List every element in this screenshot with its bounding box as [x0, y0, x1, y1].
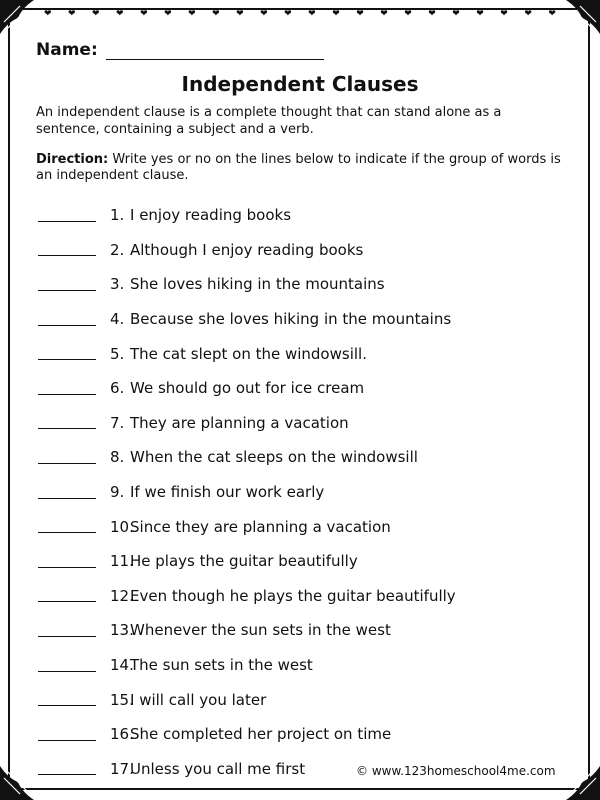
- item-text: Even though he plays the guitar beautifully: [130, 586, 456, 605]
- item-number: 8.: [110, 448, 125, 467]
- name-input-line[interactable]: [106, 45, 324, 60]
- item-text: We should go out for ice cream: [130, 379, 365, 398]
- heart-icon: ❤: [236, 9, 244, 19]
- answer-blank[interactable]: [38, 325, 96, 326]
- item-number: 2.: [110, 240, 125, 259]
- item-number: 3.: [110, 275, 125, 294]
- item-text: Unless you call me first: [130, 759, 306, 778]
- question-item: [38, 371, 558, 406]
- answer-blank[interactable]: [38, 705, 96, 706]
- item-text: If we finish our work early: [130, 483, 325, 502]
- question-item: [38, 509, 558, 544]
- answer-blank[interactable]: [38, 463, 96, 464]
- question-item: [38, 544, 558, 579]
- intro-text: An independent clause is a complete thought that can stand alone as a sentence, containing a subject and a verb.: [36, 105, 502, 137]
- item-number: 9.: [110, 483, 125, 502]
- item-number: 17.: [110, 759, 134, 778]
- corner-decoration-icon: [0, 0, 34, 34]
- question-item: [38, 233, 558, 268]
- heart-icon: ❤: [452, 9, 460, 19]
- question-item: [38, 198, 558, 233]
- heart-icon: ❤: [332, 9, 340, 19]
- heart-icon: ❤: [188, 9, 196, 19]
- question-item: [38, 717, 558, 752]
- question-item: [38, 613, 558, 648]
- direction-text: [36, 152, 566, 184]
- answer-blank[interactable]: [38, 394, 96, 395]
- item-text: He plays the guitar beautifully: [130, 552, 358, 571]
- answer-blank[interactable]: [38, 636, 96, 637]
- heart-border-row: [44, 9, 556, 19]
- corner-decoration-icon: [0, 766, 34, 800]
- item-text: She completed her project on time: [130, 725, 392, 744]
- corner-decoration-icon: [566, 766, 600, 800]
- question-item: [38, 648, 558, 683]
- heart-icon: ❤: [284, 9, 292, 19]
- heart-icon: ❤: [380, 9, 388, 19]
- heart-icon: ❤: [164, 9, 172, 19]
- item-number: 14.: [110, 656, 134, 675]
- worksheet-title: Independent Clauses: [181, 72, 419, 96]
- item-text: I will call you later: [130, 690, 267, 709]
- question-item: [38, 682, 558, 717]
- heart-icon: ❤: [92, 9, 100, 19]
- question-list: [38, 198, 558, 786]
- heart-icon: ❤: [524, 9, 532, 19]
- heart-icon: ❤: [212, 9, 220, 19]
- heart-icon: ❤: [500, 9, 508, 19]
- question-item: [38, 440, 558, 475]
- heart-icon: ❤: [404, 9, 412, 19]
- item-text: Since they are planning a vacation: [130, 517, 391, 536]
- answer-blank[interactable]: [38, 601, 96, 602]
- answer-blank[interactable]: [38, 498, 96, 499]
- direction-label: Direction:: [36, 152, 109, 167]
- direction-body: Write yes or no on the lines below to indicate if the group of words is an independent clause.: [36, 152, 561, 183]
- answer-blank[interactable]: [38, 221, 96, 222]
- heart-icon: ❤: [356, 9, 364, 19]
- item-number: 1.: [110, 206, 125, 225]
- corner-decoration-icon: [566, 0, 600, 34]
- heart-icon: ❤: [260, 9, 268, 19]
- item-text: Whenever the sun sets in the west: [130, 621, 391, 640]
- item-text: When the cat sleeps on the windowsill: [130, 448, 418, 467]
- name-label: Name:: [36, 40, 98, 60]
- answer-blank[interactable]: [38, 532, 96, 533]
- answer-blank[interactable]: [38, 428, 96, 429]
- item-number: 7.: [110, 413, 125, 432]
- heart-icon: ❤: [548, 9, 556, 19]
- question-item: [38, 406, 558, 441]
- heart-icon: ❤: [140, 9, 148, 19]
- heart-icon: ❤: [476, 9, 484, 19]
- name-field: [36, 40, 324, 60]
- item-number: 11.: [110, 552, 134, 571]
- item-number: 15.: [110, 690, 134, 709]
- answer-blank[interactable]: [38, 567, 96, 568]
- item-text: I enjoy reading books: [130, 206, 292, 225]
- answer-blank[interactable]: [38, 774, 96, 775]
- item-text: They are planning a vacation: [130, 413, 349, 432]
- answer-blank[interactable]: [38, 740, 96, 741]
- heart-icon: ❤: [44, 9, 52, 19]
- question-item: [38, 267, 558, 302]
- item-number: 16.: [110, 725, 134, 744]
- question-item: [38, 475, 558, 510]
- item-number: 4.: [110, 310, 125, 329]
- item-number: 5.: [110, 344, 125, 363]
- item-number: 13.: [110, 621, 134, 640]
- item-number: 6.: [110, 379, 125, 398]
- answer-blank[interactable]: [38, 671, 96, 672]
- question-item: [38, 302, 558, 337]
- question-item: [38, 579, 558, 614]
- item-text: The sun sets in the west: [130, 656, 313, 675]
- copyright-footer: © www.123homeschool4me.com: [356, 764, 556, 778]
- heart-icon: ❤: [116, 9, 124, 19]
- item-text: Although I enjoy reading books: [130, 240, 364, 259]
- item-number: 10.: [110, 517, 134, 536]
- answer-blank[interactable]: [38, 255, 96, 256]
- heart-icon: ❤: [428, 9, 436, 19]
- answer-blank[interactable]: [38, 359, 96, 360]
- heart-icon: ❤: [68, 9, 76, 19]
- item-text: She loves hiking in the mountains: [130, 275, 385, 294]
- question-item: [38, 336, 558, 371]
- item-text: The cat slept on the windowsill.: [130, 344, 367, 363]
- item-number: 12.: [110, 586, 134, 605]
- answer-blank[interactable]: [38, 290, 96, 291]
- item-text: Because she loves hiking in the mountains: [130, 310, 452, 329]
- heart-icon: ❤: [308, 9, 316, 19]
